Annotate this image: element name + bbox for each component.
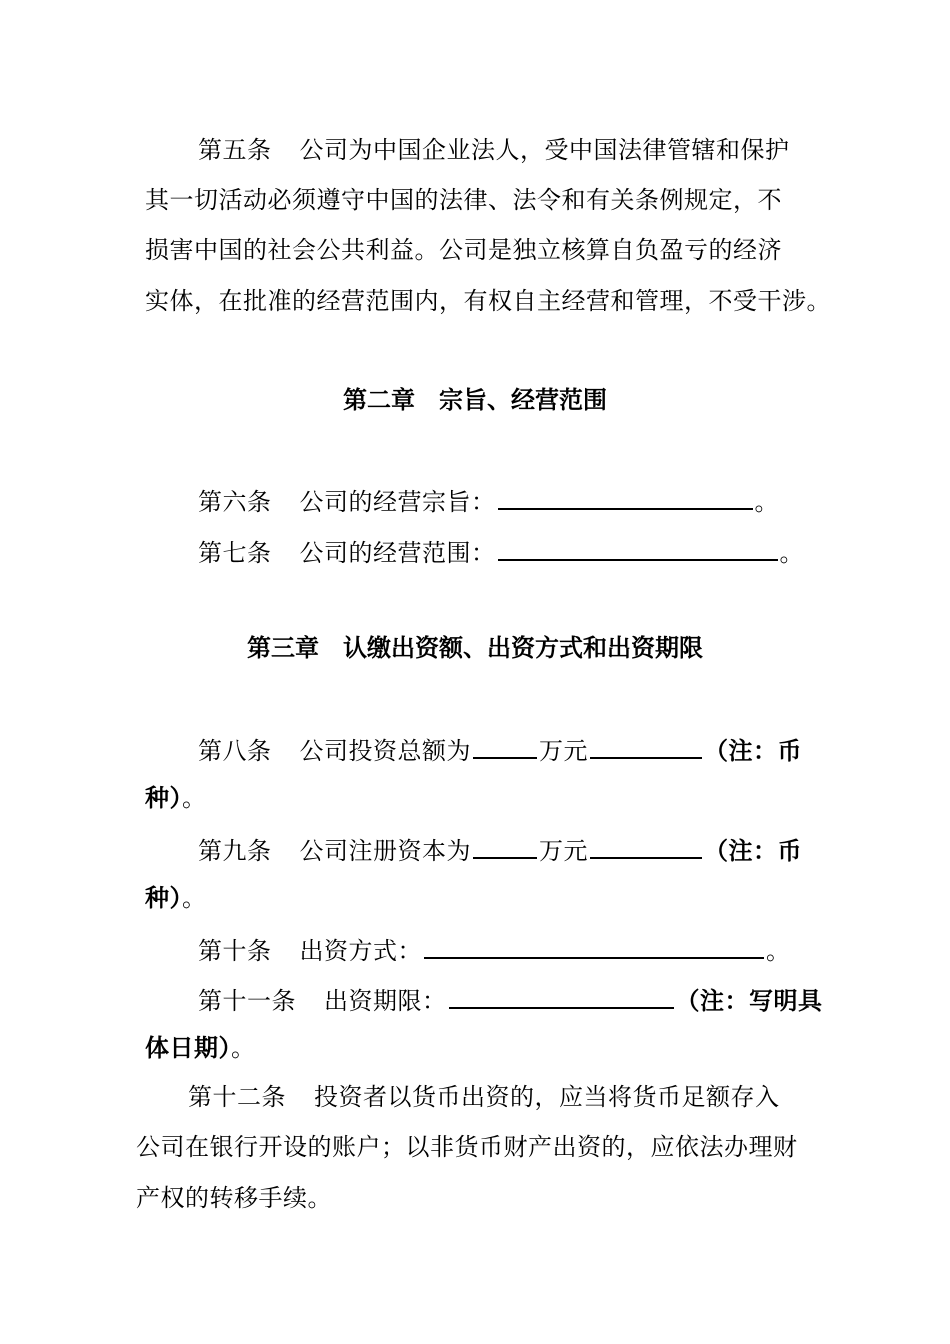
art5-text-2: 其一切活动必须遵守中国的法律、法令和有关条例规定，不 (145, 186, 782, 214)
art6-end: 。 (754, 488, 779, 516)
chapter-2-heading: 第二章 宗旨、经营范围 (343, 385, 607, 414)
art12-text-2: 公司在银行开设的账户；以非货币财产出资的，应依法办理财 (136, 1133, 798, 1161)
art11-note: （注：写明具 (675, 986, 823, 1015)
art11-note-cont: 体日期） (145, 1033, 231, 1062)
art11-text: 出资期限： (324, 987, 447, 1015)
art7-blank[interactable] (498, 535, 778, 561)
art8-note: （注：币 (704, 736, 802, 765)
art10-text: 出资方式： (299, 937, 422, 965)
art9-end: 。 (182, 884, 207, 912)
art7-number: 第七条 (198, 539, 272, 567)
art5-text-1: 公司为中国企业法人，受中国法律管辖和保护 (299, 136, 790, 164)
art12-number: 第十二条 (188, 1083, 286, 1111)
art9-amount-blank[interactable] (473, 833, 537, 859)
art12-text-3: 产权的转移手续。 (136, 1184, 332, 1212)
art9-line1 (198, 833, 802, 866)
art8-end: 。 (182, 784, 207, 812)
chapter-3-heading: 第三章 认缴出资额、出资方式和出资期限 (247, 633, 703, 662)
art8-currency-blank[interactable] (590, 733, 702, 759)
art8-line1 (198, 733, 802, 766)
art12-line1 (188, 1082, 780, 1112)
art10-number: 第十条 (198, 937, 272, 965)
art7-end: 。 (779, 539, 804, 567)
art5-line4 (145, 286, 831, 316)
art8-text: 公司投资总额为 (299, 737, 471, 765)
art9-unit: 万元 (539, 837, 588, 865)
art8-number: 第八条 (198, 737, 272, 765)
art9-currency-blank[interactable] (590, 833, 702, 859)
art5-text-4: 实体，在批准的经营范围内，有权自主经营和管理，不受干涉。 (145, 287, 831, 315)
art10-blank[interactable] (424, 933, 764, 959)
art9-note: （注：币 (704, 836, 802, 865)
art6-number: 第六条 (198, 488, 272, 516)
art12-text-1: 投资者以货币出资的，应当将货币足额存入 (314, 1083, 780, 1111)
art5-line2 (145, 185, 782, 215)
art8-line2 (145, 783, 207, 813)
art9-text: 公司注册资本为 (299, 837, 471, 865)
art10-end: 。 (766, 937, 791, 965)
art7-text: 公司的经营范围： (299, 539, 496, 567)
art5-text-3: 损害中国的社会公共利益。公司是独立核算自负盈亏的经济 (145, 236, 782, 264)
art9-number: 第九条 (198, 837, 272, 865)
art6-text: 公司的经营宗旨： (299, 488, 496, 516)
art6-line (198, 484, 779, 517)
art8-note-cont: 种） (145, 783, 182, 812)
art5-line1 (198, 135, 790, 165)
art8-amount-blank[interactable] (473, 733, 537, 759)
art5-line3 (145, 235, 782, 265)
art10-line (198, 933, 791, 966)
art11-end: 。 (231, 1034, 256, 1062)
art6-blank[interactable] (498, 484, 753, 510)
art9-note-cont: 种） (145, 883, 182, 912)
art11-number: 第十一条 (198, 987, 296, 1015)
art12-line3 (136, 1183, 332, 1213)
art8-unit: 万元 (539, 737, 588, 765)
art11-blank[interactable] (449, 983, 674, 1009)
art7-line (198, 535, 804, 568)
art11-line1 (198, 983, 823, 1016)
art5-number: 第五条 (198, 136, 272, 164)
art11-line2 (145, 1033, 256, 1063)
art9-line2 (145, 883, 207, 913)
art12-line2 (136, 1132, 798, 1162)
